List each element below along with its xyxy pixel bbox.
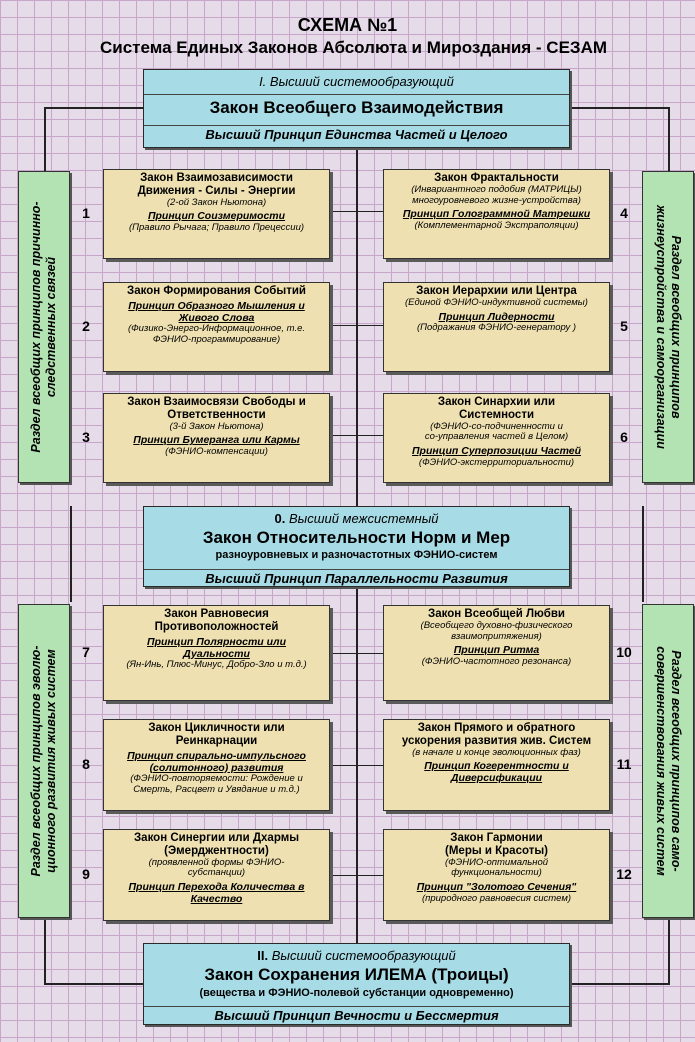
law-principle: Принцип "Золотого Сечения" <box>416 881 577 893</box>
law-box-8 <box>103 719 330 811</box>
law-principle: Принцип Суперпозиции Частей <box>411 445 582 457</box>
top-law-principle: Высший Принцип Единства Частей и Целого <box>205 127 508 142</box>
law-principle: Принцип Когерентности и <box>424 760 569 773</box>
side-right-top-line2: жизнеустройства и самоорганизации <box>654 205 668 449</box>
law-number-12: 12 <box>616 866 632 882</box>
mid-law-sub: разноуровневых и разночастотных ФЭНИО-систем <box>215 549 498 561</box>
law-box-10 <box>383 605 610 701</box>
bottom-law-principle: Высший Принцип Вечности и Бессмертия <box>214 1008 499 1023</box>
law-title-line2: Реинкарнации <box>175 734 258 747</box>
law-title: Закон Цикличности или <box>148 722 285 734</box>
law-principle-note-line2: ФЭНИО-программирование) <box>152 334 281 345</box>
law-note: (Всеобщего духовно-физического <box>420 619 573 631</box>
law-box-9 <box>103 829 330 921</box>
law-note-line2: взаимопритяжения) <box>451 630 542 642</box>
law-note-line2: многоуровневого жизне-устройства) <box>412 194 581 206</box>
law-title: Закон Фрактальности <box>434 172 559 184</box>
side-left-top-line2: следственных связей <box>44 256 58 398</box>
law-note-line2: субстанции) <box>187 867 246 879</box>
page-subtitle: Система Единых Законов Абсолюта и Мироздания - СЕЗАМ <box>99 38 608 57</box>
connector-bottom-left <box>44 983 144 985</box>
law-principle-line2: (солитонного) развития <box>149 761 284 774</box>
law-principle-note-line2: Смерть, Расцвет и Увядание и т.д.) <box>133 783 300 795</box>
law-principle-note: (Подражания ФЭНИО-генератору ) <box>416 322 577 334</box>
branch-6 <box>356 435 384 436</box>
bottom-law-label-text: Высший системообразующий <box>271 948 456 963</box>
law-number-7: 7 <box>82 644 90 660</box>
connector-bottom-right <box>570 983 670 985</box>
law-principle: Принцип Бумеранга или Кармы <box>133 434 300 447</box>
law-box-3 <box>103 393 330 483</box>
law-title-line2: Системности <box>458 408 535 421</box>
law-title-line2: Противоположностей <box>154 620 279 633</box>
law-principle-note: (Физико-Энерго-Информационное, т.е. <box>127 323 306 335</box>
law-title-line2: (Эмерджентности) <box>164 844 269 857</box>
law-title: Закон Формирования Событий <box>127 285 306 297</box>
law-number-4: 4 <box>620 205 628 221</box>
side-panel-left-top <box>18 171 70 483</box>
law-title: Закон Синархии или <box>437 396 556 408</box>
law-number-1: 1 <box>82 205 90 221</box>
side-right-top-line1: Раздел всеобщих принципов <box>669 235 683 419</box>
law-principle-note: (ФЭНИО-компенсации) <box>165 446 268 458</box>
side-panel-right-bottom-text <box>653 646 683 876</box>
connector-top-left <box>44 107 144 109</box>
branch-9 <box>330 875 358 876</box>
bottom-law-sub: (вещества и ФЭНИО-полевой субстанции одновременно) <box>199 987 514 999</box>
law-note: (Инвариантного подобия (МАТРИЦЫ) <box>411 183 582 195</box>
side-panel-left-top-text <box>29 201 59 452</box>
law-note: (ФЭНИО-со-подчиненности и <box>430 420 563 432</box>
law-title: Закон Равновесия <box>164 608 269 620</box>
law-title-line2: Движения - Силы - Энергии <box>137 184 296 197</box>
mid-law-title: Закон Относительности Норм и Мер <box>202 528 511 547</box>
law-number-11: 11 <box>616 756 632 772</box>
law-box-11 <box>383 719 610 811</box>
side-panel-right-top-text <box>653 205 683 449</box>
law-note: (Единой ФЭНИО-индуктивной системы) <box>405 296 588 308</box>
side-panel-right-top <box>642 171 694 483</box>
law-title-line2: (Меры и Красоты) <box>445 844 548 857</box>
law-note: (ФЭНИО-оптимальной <box>444 856 549 868</box>
top-law-box <box>143 69 570 148</box>
law-principle: Принцип спирально-импульсного <box>127 749 306 762</box>
mid-law-label-num: 0. <box>274 511 286 526</box>
branch-4 <box>356 211 384 212</box>
connector-top-right-down <box>668 107 670 173</box>
top-law-label: I. Высший системообразующий <box>259 74 454 89</box>
branch-2 <box>330 325 358 326</box>
side-left-top-line1: Раздел всеобщих принципов причинно- <box>29 201 43 453</box>
law-principle: Принцип Перехода Количества в <box>128 881 305 893</box>
side-right-bottom-line2: совершенствования живых систем <box>654 646 668 876</box>
law-principle: Принцип Полярности или <box>147 635 286 648</box>
law-title: Закон Гармонии <box>450 832 543 844</box>
law-principle: Принцип Лидерности <box>438 310 555 323</box>
side-right-bottom-line1: Раздел всеобщих принципов само- <box>669 650 683 872</box>
side-left-bottom-line2: ционного развития живых систем <box>44 649 58 873</box>
law-number-2: 2 <box>82 318 90 334</box>
law-principle-line2: Диверсификации <box>450 772 543 785</box>
bottom-law-title: Закон Сохранения ИЛЕМА (Троицы) <box>204 965 509 984</box>
branch-7 <box>330 653 358 654</box>
law-note: (проявленной формы ФЭНИО- <box>148 856 285 868</box>
law-principle: Принцип Образного Мышления и <box>128 299 305 312</box>
law-number-5: 5 <box>620 318 628 334</box>
bottom-law-box <box>143 943 570 1025</box>
law-title: Закон Взаимозависимости <box>140 172 293 184</box>
connector-mid-left <box>70 506 72 602</box>
branch-8 <box>330 765 358 766</box>
page-title: СХЕМА №1 <box>297 15 398 35</box>
law-title: Закон Прямого и обратного <box>417 722 576 734</box>
law-note-line2: со-управления частей в Целом) <box>424 431 569 443</box>
branch-1 <box>330 211 358 212</box>
law-note-line2: функциональности) <box>451 867 542 879</box>
branch-10 <box>356 653 384 654</box>
mid-law-box <box>143 506 570 587</box>
law-principle-note: (Комплементарной Экстраполяции) <box>414 219 579 231</box>
law-principle-note: (ФЭНИО-повторяемости: Рождение и <box>130 773 303 785</box>
law-title: Закон Синергии или Дхармы <box>133 832 300 844</box>
branch-5 <box>356 325 384 326</box>
law-principle-note: (природного равновесия систем) <box>421 892 572 904</box>
law-principle-line2: Дуальности <box>183 647 250 660</box>
law-number-6: 6 <box>620 429 628 445</box>
mid-law-label-text: Высший межсистемный <box>288 511 439 526</box>
law-number-9: 9 <box>82 866 90 882</box>
law-number-8: 8 <box>82 756 90 772</box>
connector-bottom-right-up <box>668 915 670 985</box>
law-box-12 <box>383 829 610 921</box>
law-title: Закон Взаимосвязи Свободы и <box>127 396 306 408</box>
law-principle: Принцип Соизмеримости <box>147 210 286 223</box>
connector-top-right <box>570 107 670 109</box>
side-panel-left-bottom-text <box>29 646 59 877</box>
law-principle-note: (ФЭНИО-частотного резонанса) <box>421 655 572 667</box>
side-panel-left-bottom <box>18 604 70 918</box>
top-law-title: Закон Всеобщего Взаимодействия <box>209 98 504 117</box>
law-principle-note: (Ян-Инь, Плюс-Минус, Добро-Зло и т.д.) <box>126 659 307 671</box>
law-note: (3-й Закон Ньютона) <box>169 420 264 432</box>
law-box-1 <box>103 169 330 259</box>
law-principle-note: (Правило Рычага; Правило Прецессии) <box>128 222 305 234</box>
law-number-3: 3 <box>82 429 90 445</box>
side-left-bottom-line1: Раздел всеобщих принципов эволю- <box>29 645 43 877</box>
law-note: (в начале и конце эволюционных фаз) <box>412 746 581 758</box>
law-box-7 <box>103 605 330 701</box>
law-principle-line2: Живого Слова <box>178 311 255 324</box>
law-title-line2: Ответственности <box>167 408 266 421</box>
connector-bottom-left-up <box>44 915 46 985</box>
bottom-law-label <box>144 948 569 963</box>
law-title-line2: ускорения развития жив. Систем <box>401 734 592 747</box>
side-panel-right-bottom <box>642 604 694 918</box>
law-number-10: 10 <box>616 644 632 660</box>
connector-top-left-down <box>44 107 46 173</box>
branch-11 <box>356 765 384 766</box>
branch-12 <box>356 875 384 876</box>
bottom-law-label-num: II. <box>257 948 269 963</box>
mid-law-label <box>144 511 569 526</box>
law-principle: Принцип Ритма <box>453 644 540 657</box>
law-box-6 <box>383 393 610 483</box>
mid-law-principle: Высший Принцип Параллельности Развития <box>205 571 508 586</box>
law-principle-note: (ФЭНИО-экстерриториальности) <box>418 456 575 468</box>
law-title: Закон Всеобщей Любви <box>428 608 565 620</box>
law-title: Закон Иерархии или Центра <box>416 285 577 297</box>
connector-mid-right <box>642 506 644 602</box>
law-box-5 <box>383 282 610 372</box>
law-principle: Принцип Голограммной Матрешки <box>402 208 591 221</box>
branch-3 <box>330 435 358 436</box>
law-box-2 <box>103 282 330 372</box>
law-box-4 <box>383 169 610 259</box>
law-principle-line2: Качество <box>190 892 243 905</box>
law-note: (2-ой Закон Ньютона) <box>166 196 267 208</box>
